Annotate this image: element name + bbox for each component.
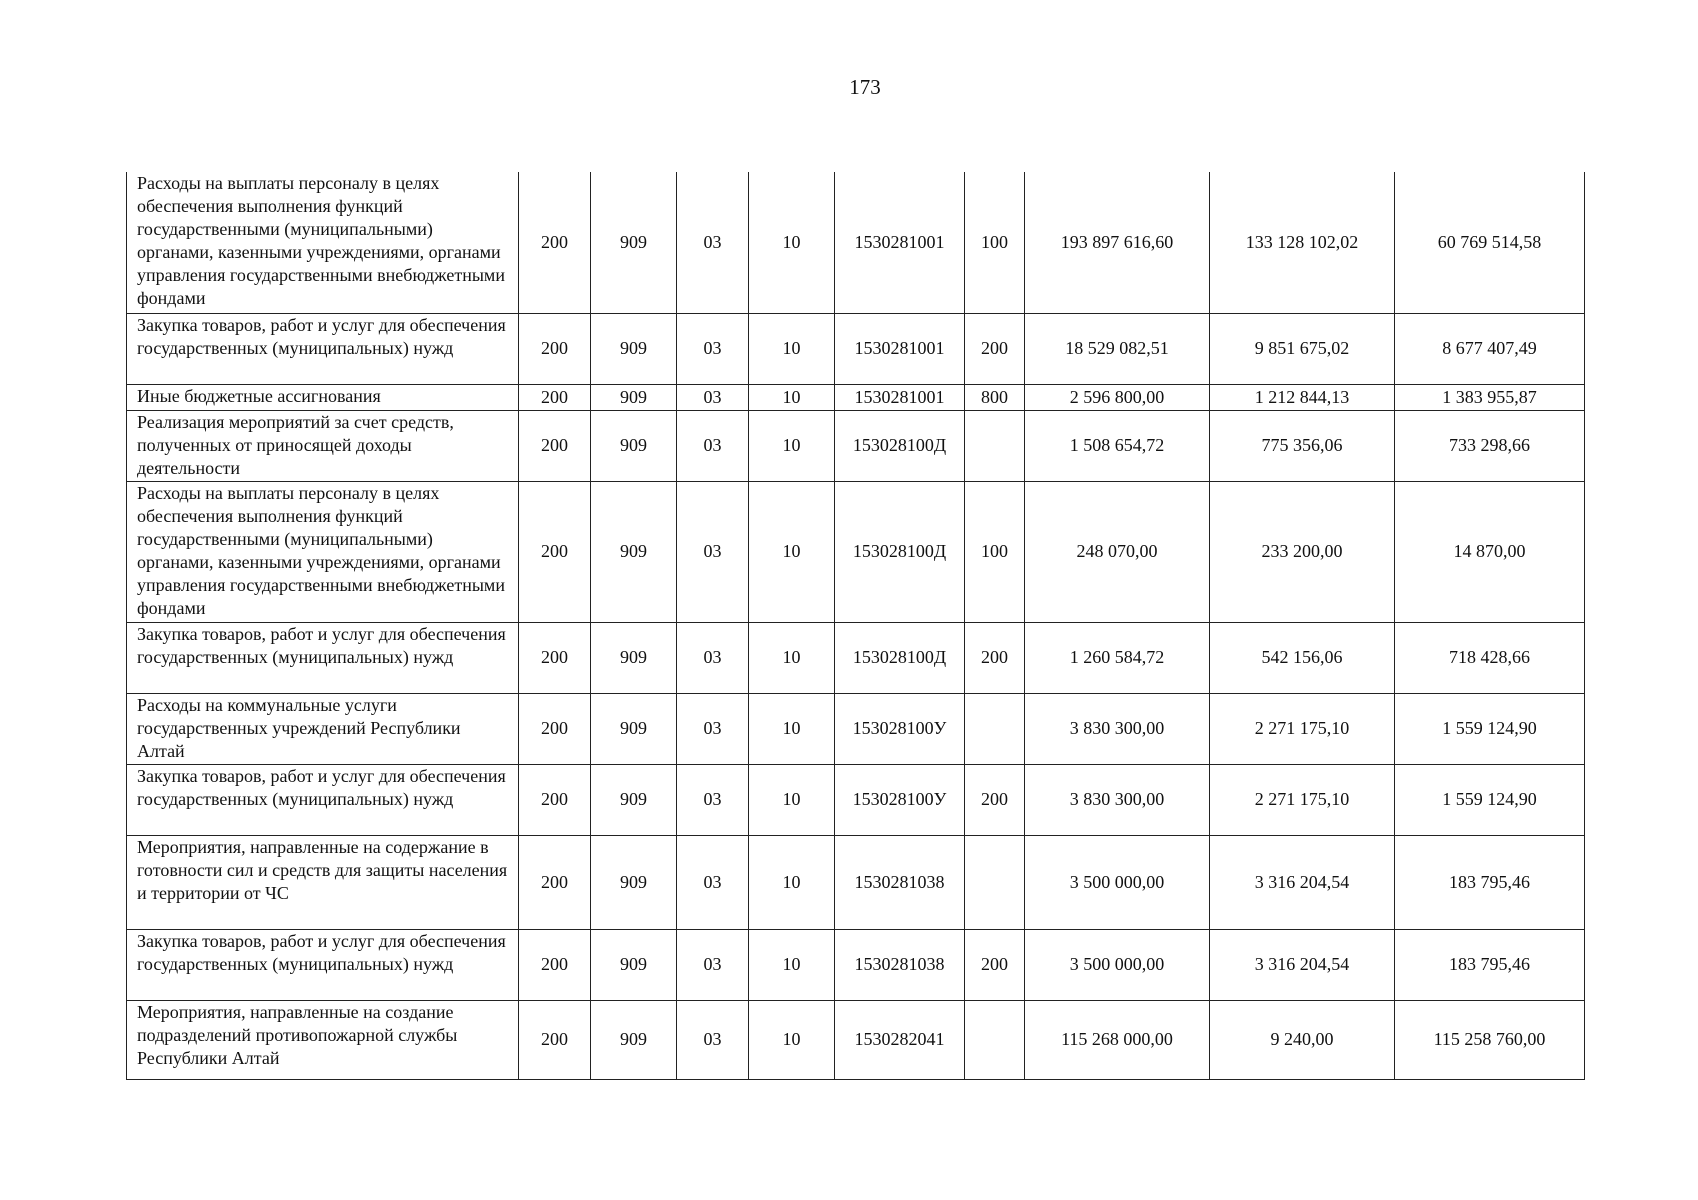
- row-target-article: 153028100У: [835, 764, 965, 835]
- row-executed-amount: 775 356,06: [1210, 410, 1395, 481]
- row-subsection-code: 10: [749, 410, 835, 481]
- row-expense-type: [965, 1000, 1025, 1079]
- row-approved-amount: 3 830 300,00: [1025, 764, 1210, 835]
- row-subsection-code: 10: [749, 929, 835, 1000]
- table-row: [127, 410, 1585, 481]
- row-name: Мероприятия, направленные на создание подразделений противопожарной службы Республики Алтай: [127, 1000, 519, 1079]
- row-line-code: 200: [519, 764, 591, 835]
- row-unexecuted-amount: 115 258 760,00: [1395, 1000, 1585, 1079]
- row-ministry-code: 909: [591, 172, 677, 313]
- row-section-code: 03: [677, 929, 749, 1000]
- row-approved-amount: 1 508 654,72: [1025, 410, 1210, 481]
- row-unexecuted-amount: 183 795,46: [1395, 835, 1585, 929]
- row-section-code: 03: [677, 313, 749, 384]
- row-name: Расходы на выплаты персоналу в целях обеспечения выполнения функций государственными (муниципальными) органами, казенными учреждениями, органами управления государственными внебюджетными фондами: [127, 481, 519, 622]
- row-line-code: 200: [519, 410, 591, 481]
- row-expense-type: 200: [965, 313, 1025, 384]
- row-unexecuted-amount: 718 428,66: [1395, 622, 1585, 693]
- row-executed-amount: 3 316 204,54: [1210, 929, 1395, 1000]
- row-line-code: 200: [519, 313, 591, 384]
- row-subsection-code: 10: [749, 764, 835, 835]
- row-section-code: 03: [677, 410, 749, 481]
- budget-execution-table: [126, 172, 1585, 1080]
- row-subsection-code: 10: [749, 622, 835, 693]
- row-target-article: 1530281001: [835, 313, 965, 384]
- row-name: Закупка товаров, работ и услуг для обеспечения государственных (муниципальных) нужд: [127, 622, 519, 693]
- row-unexecuted-amount: 183 795,46: [1395, 929, 1585, 1000]
- table-row: [127, 313, 1585, 384]
- row-executed-amount: 2 271 175,10: [1210, 764, 1395, 835]
- row-expense-type: [965, 835, 1025, 929]
- row-target-article: 1530281038: [835, 929, 965, 1000]
- row-subsection-code: 10: [749, 1000, 835, 1079]
- row-ministry-code: 909: [591, 764, 677, 835]
- row-approved-amount: 3 500 000,00: [1025, 929, 1210, 1000]
- row-subsection-code: 10: [749, 693, 835, 764]
- row-target-article: 153028100Д: [835, 481, 965, 622]
- table-row: [127, 622, 1585, 693]
- row-section-code: 03: [677, 1000, 749, 1079]
- row-executed-amount: 542 156,06: [1210, 622, 1395, 693]
- row-ministry-code: 909: [591, 1000, 677, 1079]
- table-row: [127, 481, 1585, 622]
- row-line-code: 200: [519, 172, 591, 313]
- row-target-article: 1530281001: [835, 172, 965, 313]
- row-executed-amount: 1 212 844,13: [1210, 384, 1395, 410]
- row-name: Иные бюджетные ассигнования: [127, 384, 519, 410]
- row-ministry-code: 909: [591, 313, 677, 384]
- row-name: Закупка товаров, работ и услуг для обеспечения государственных (муниципальных) нужд: [127, 313, 519, 384]
- row-line-code: 200: [519, 929, 591, 1000]
- row-subsection-code: 10: [749, 172, 835, 313]
- row-expense-type: 200: [965, 764, 1025, 835]
- row-target-article: 153028100У: [835, 693, 965, 764]
- row-target-article: 1530282041: [835, 1000, 965, 1079]
- row-expense-type: 800: [965, 384, 1025, 410]
- row-section-code: 03: [677, 835, 749, 929]
- row-unexecuted-amount: 1 559 124,90: [1395, 693, 1585, 764]
- row-line-code: 200: [519, 384, 591, 410]
- table-row: [127, 693, 1585, 764]
- table-row: [127, 764, 1585, 835]
- row-ministry-code: 909: [591, 622, 677, 693]
- row-section-code: 03: [677, 384, 749, 410]
- table-row: [127, 1000, 1585, 1079]
- row-ministry-code: 909: [591, 481, 677, 622]
- row-unexecuted-amount: 8 677 407,49: [1395, 313, 1585, 384]
- row-unexecuted-amount: 733 298,66: [1395, 410, 1585, 481]
- row-name: Реализация мероприятий за счет средств, полученных от приносящей доходы деятельности: [127, 410, 519, 481]
- row-name: Закупка товаров, работ и услуг для обеспечения государственных (муниципальных) нужд: [127, 764, 519, 835]
- row-unexecuted-amount: 1 383 955,87: [1395, 384, 1585, 410]
- row-line-code: 200: [519, 622, 591, 693]
- table-row: [127, 929, 1585, 1000]
- row-section-code: 03: [677, 481, 749, 622]
- row-section-code: 03: [677, 622, 749, 693]
- row-approved-amount: 248 070,00: [1025, 481, 1210, 622]
- row-executed-amount: 2 271 175,10: [1210, 693, 1395, 764]
- row-ministry-code: 909: [591, 835, 677, 929]
- row-subsection-code: 10: [749, 313, 835, 384]
- row-approved-amount: 1 260 584,72: [1025, 622, 1210, 693]
- row-name: Закупка товаров, работ и услуг для обеспечения государственных (муниципальных) нужд: [127, 929, 519, 1000]
- row-name: Расходы на коммунальные услуги государственных учреждений Республики Алтай: [127, 693, 519, 764]
- row-unexecuted-amount: 14 870,00: [1395, 481, 1585, 622]
- row-subsection-code: 10: [749, 384, 835, 410]
- row-target-article: 1530281001: [835, 384, 965, 410]
- table-row: [127, 384, 1585, 410]
- table-row: [127, 835, 1585, 929]
- row-target-article: 153028100Д: [835, 410, 965, 481]
- row-line-code: 200: [519, 835, 591, 929]
- row-line-code: 200: [519, 693, 591, 764]
- row-executed-amount: 133 128 102,02: [1210, 172, 1395, 313]
- row-section-code: 03: [677, 693, 749, 764]
- row-line-code: 200: [519, 1000, 591, 1079]
- row-executed-amount: 9 851 675,02: [1210, 313, 1395, 384]
- row-ministry-code: 909: [591, 384, 677, 410]
- table-row: [127, 172, 1585, 313]
- row-target-article: 153028100Д: [835, 622, 965, 693]
- row-approved-amount: 193 897 616,60: [1025, 172, 1210, 313]
- row-approved-amount: 2 596 800,00: [1025, 384, 1210, 410]
- row-subsection-code: 10: [749, 835, 835, 929]
- row-expense-type: 100: [965, 481, 1025, 622]
- row-approved-amount: 18 529 082,51: [1025, 313, 1210, 384]
- row-expense-type: 200: [965, 929, 1025, 1000]
- row-approved-amount: 3 830 300,00: [1025, 693, 1210, 764]
- row-ministry-code: 909: [591, 929, 677, 1000]
- row-section-code: 03: [677, 172, 749, 313]
- row-executed-amount: 3 316 204,54: [1210, 835, 1395, 929]
- row-line-code: 200: [519, 481, 591, 622]
- row-ministry-code: 909: [591, 410, 677, 481]
- row-target-article: 1530281038: [835, 835, 965, 929]
- row-executed-amount: 233 200,00: [1210, 481, 1395, 622]
- row-unexecuted-amount: 1 559 124,90: [1395, 764, 1585, 835]
- row-executed-amount: 9 240,00: [1210, 1000, 1395, 1079]
- row-section-code: 03: [677, 764, 749, 835]
- row-name: Расходы на выплаты персоналу в целях обеспечения выполнения функций государственными (муниципальными) органами, казенными учреждениями, органами управления государственными внебюджетными фондами: [127, 172, 519, 313]
- row-name: Мероприятия, направленные на содержание в готовности сил и средств для защиты населения и территории от ЧС: [127, 835, 519, 929]
- row-approved-amount: 115 268 000,00: [1025, 1000, 1210, 1079]
- row-expense-type: 200: [965, 622, 1025, 693]
- row-expense-type: 100: [965, 172, 1025, 313]
- row-approved-amount: 3 500 000,00: [1025, 835, 1210, 929]
- row-unexecuted-amount: 60 769 514,58: [1395, 172, 1585, 313]
- row-expense-type: [965, 410, 1025, 481]
- page-number: 173: [849, 75, 881, 99]
- row-subsection-code: 10: [749, 481, 835, 622]
- row-expense-type: [965, 693, 1025, 764]
- row-ministry-code: 909: [591, 693, 677, 764]
